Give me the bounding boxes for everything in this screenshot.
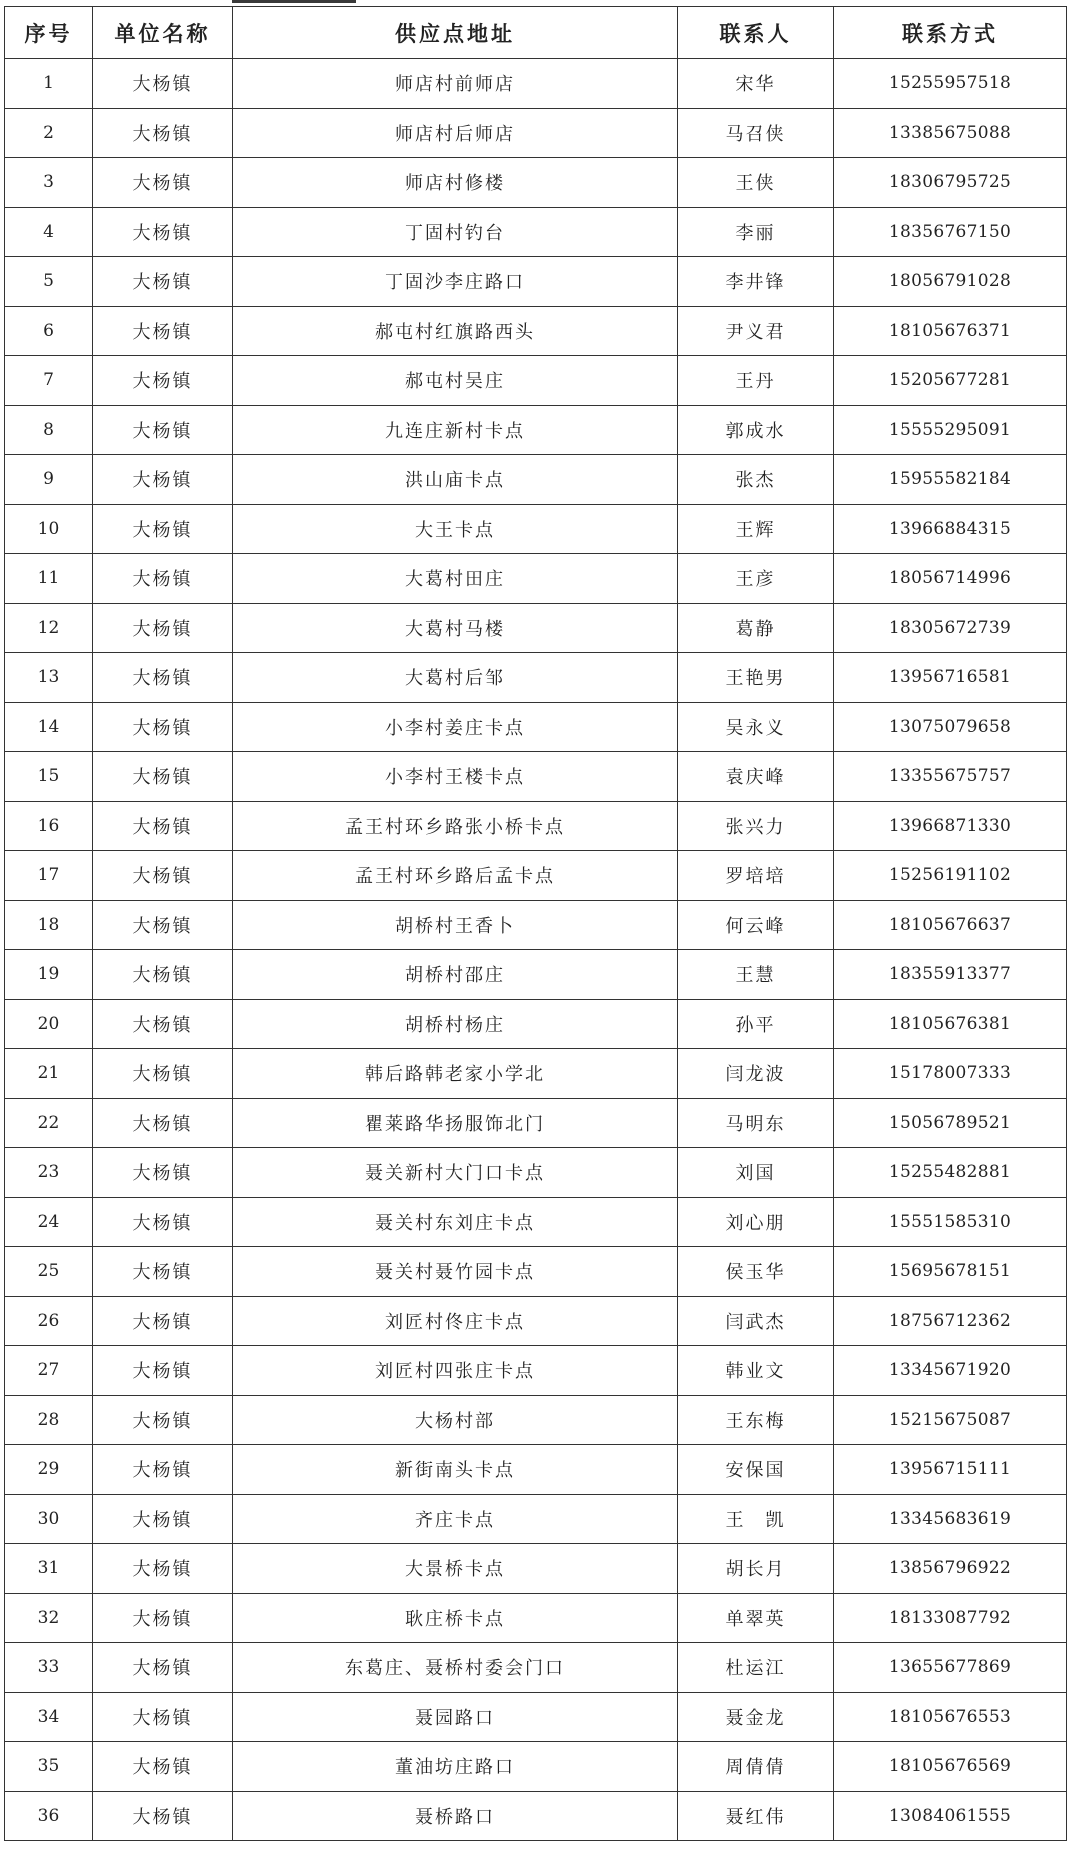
cell-serial-number: 12 [5, 603, 93, 653]
cell-unit-name: 大杨镇 [93, 900, 233, 950]
cell-contact-phone: 13084061555 [834, 1791, 1067, 1841]
cell-supply-address: 瞿莱路华扬服饰北门 [233, 1098, 678, 1148]
cell-supply-address: 大景桥卡点 [233, 1544, 678, 1594]
cell-serial-number: 25 [5, 1247, 93, 1297]
cell-serial-number: 5 [5, 257, 93, 307]
cell-contact-person: 韩业文 [678, 1346, 834, 1396]
table-row [5, 801, 1067, 851]
cell-unit-name: 大杨镇 [93, 306, 233, 356]
cell-contact-phone: 13966884315 [834, 504, 1067, 554]
cell-unit-name: 大杨镇 [93, 1395, 233, 1445]
cell-unit-name: 大杨镇 [93, 59, 233, 109]
cell-supply-address: 聂桥路口 [233, 1791, 678, 1841]
table-row [5, 1049, 1067, 1099]
cell-supply-address: 刘匠村四张庄卡点 [233, 1346, 678, 1396]
cell-serial-number: 31 [5, 1544, 93, 1594]
table-row [5, 1247, 1067, 1297]
cell-unit-name: 大杨镇 [93, 158, 233, 208]
cell-contact-phone: 18133087792 [834, 1593, 1067, 1643]
cell-contact-phone: 15205677281 [834, 356, 1067, 406]
cell-unit-name: 大杨镇 [93, 108, 233, 158]
cell-contact-phone: 13075079658 [834, 702, 1067, 752]
cell-contact-person: 王彦 [678, 554, 834, 604]
table-row [5, 158, 1067, 208]
cell-contact-person: 马明东 [678, 1098, 834, 1148]
cell-contact-phone: 18105676553 [834, 1692, 1067, 1742]
cell-contact-phone: 13956716581 [834, 653, 1067, 703]
cell-supply-address: 聂关村东刘庄卡点 [233, 1197, 678, 1247]
cell-supply-address: 小李村姜庄卡点 [233, 702, 678, 752]
cell-serial-number: 13 [5, 653, 93, 703]
cell-serial-number: 33 [5, 1643, 93, 1693]
cell-supply-address: 丁固村钓台 [233, 207, 678, 257]
cell-supply-address: 耿庄桥卡点 [233, 1593, 678, 1643]
table-body [5, 59, 1067, 1841]
cell-unit-name: 大杨镇 [93, 356, 233, 406]
cell-contact-person: 胡长月 [678, 1544, 834, 1594]
cell-serial-number: 22 [5, 1098, 93, 1148]
cell-serial-number: 11 [5, 554, 93, 604]
cell-contact-phone: 13655677869 [834, 1643, 1067, 1693]
table-row [5, 108, 1067, 158]
supply-point-table [4, 6, 1067, 1841]
cell-contact-phone: 13345683619 [834, 1494, 1067, 1544]
cell-unit-name: 大杨镇 [93, 257, 233, 307]
table-row [5, 1494, 1067, 1544]
cell-contact-phone: 13385675088 [834, 108, 1067, 158]
cell-supply-address: 齐庄卡点 [233, 1494, 678, 1544]
cell-contact-phone: 18756712362 [834, 1296, 1067, 1346]
cell-contact-person: 单翠英 [678, 1593, 834, 1643]
cell-supply-address: 孟王村环乡路张小桥卡点 [233, 801, 678, 851]
table-row [5, 900, 1067, 950]
cell-supply-address: 师店村修楼 [233, 158, 678, 208]
cell-serial-number: 10 [5, 504, 93, 554]
cell-supply-address: 大葛村田庄 [233, 554, 678, 604]
cell-serial-number: 28 [5, 1395, 93, 1445]
cell-contact-phone: 13856796922 [834, 1544, 1067, 1594]
cell-supply-address: 孟王村环乡路后孟卡点 [233, 851, 678, 901]
cell-serial-number: 7 [5, 356, 93, 406]
cell-contact-person: 张兴力 [678, 801, 834, 851]
cell-serial-number: 23 [5, 1148, 93, 1198]
cell-contact-person: 吴永义 [678, 702, 834, 752]
cell-serial-number: 34 [5, 1692, 93, 1742]
header-contact-person: 联系人 [678, 7, 834, 59]
cell-unit-name: 大杨镇 [93, 603, 233, 653]
cell-unit-name: 大杨镇 [93, 1692, 233, 1742]
table-row [5, 950, 1067, 1000]
table-row [5, 455, 1067, 505]
cell-serial-number: 21 [5, 1049, 93, 1099]
cell-contact-person: 周倩倩 [678, 1742, 834, 1792]
cell-serial-number: 20 [5, 999, 93, 1049]
cell-supply-address: 大杨村部 [233, 1395, 678, 1445]
cell-contact-person: 杜运江 [678, 1643, 834, 1693]
cell-supply-address: 聂关村聂竹园卡点 [233, 1247, 678, 1297]
top-rule-mark [232, 0, 356, 3]
cell-contact-phone: 15955582184 [834, 455, 1067, 505]
cell-contact-person: 马召侠 [678, 108, 834, 158]
cell-serial-number: 17 [5, 851, 93, 901]
cell-supply-address: 大葛村后邹 [233, 653, 678, 703]
cell-unit-name: 大杨镇 [93, 1098, 233, 1148]
cell-contact-phone: 15551585310 [834, 1197, 1067, 1247]
cell-serial-number: 19 [5, 950, 93, 1000]
cell-contact-phone: 13345671920 [834, 1346, 1067, 1396]
table-row [5, 1692, 1067, 1742]
cell-contact-phone: 18105676637 [834, 900, 1067, 950]
cell-unit-name: 大杨镇 [93, 851, 233, 901]
cell-unit-name: 大杨镇 [93, 702, 233, 752]
cell-contact-phone: 15255957518 [834, 59, 1067, 109]
cell-contact-person: 王 凯 [678, 1494, 834, 1544]
cell-supply-address: 师店村前师店 [233, 59, 678, 109]
cell-unit-name: 大杨镇 [93, 1494, 233, 1544]
cell-serial-number: 29 [5, 1445, 93, 1495]
table-row [5, 702, 1067, 752]
cell-contact-phone: 18105676381 [834, 999, 1067, 1049]
table-row [5, 1791, 1067, 1841]
table-row [5, 1395, 1067, 1445]
cell-contact-phone: 15056789521 [834, 1098, 1067, 1148]
cell-contact-person: 王艳男 [678, 653, 834, 703]
cell-unit-name: 大杨镇 [93, 455, 233, 505]
table-header [5, 7, 1067, 59]
cell-contact-phone: 13956715111 [834, 1445, 1067, 1495]
table-row [5, 999, 1067, 1049]
table-row [5, 1098, 1067, 1148]
table-row [5, 1544, 1067, 1594]
table-row [5, 405, 1067, 455]
cell-supply-address: 大王卡点 [233, 504, 678, 554]
cell-serial-number: 18 [5, 900, 93, 950]
cell-contact-person: 王东梅 [678, 1395, 834, 1445]
cell-contact-phone: 18305672739 [834, 603, 1067, 653]
cell-contact-person: 郭成水 [678, 405, 834, 455]
cell-supply-address: 聂园路口 [233, 1692, 678, 1742]
table-row [5, 1148, 1067, 1198]
cell-unit-name: 大杨镇 [93, 1643, 233, 1693]
cell-unit-name: 大杨镇 [93, 1742, 233, 1792]
header-supply-address: 供应点地址 [233, 7, 678, 59]
cell-contact-phone: 13966871330 [834, 801, 1067, 851]
cell-serial-number: 35 [5, 1742, 93, 1792]
cell-serial-number: 6 [5, 306, 93, 356]
cell-contact-person: 闫武杰 [678, 1296, 834, 1346]
header-unit-name: 单位名称 [93, 7, 233, 59]
cell-contact-phone: 15256191102 [834, 851, 1067, 901]
cell-contact-phone: 15555295091 [834, 405, 1067, 455]
cell-contact-phone: 18105676371 [834, 306, 1067, 356]
cell-unit-name: 大杨镇 [93, 1445, 233, 1495]
table-row [5, 1593, 1067, 1643]
cell-contact-phone: 18105676569 [834, 1742, 1067, 1792]
cell-serial-number: 30 [5, 1494, 93, 1544]
cell-contact-phone: 18356767150 [834, 207, 1067, 257]
table-row [5, 1445, 1067, 1495]
cell-contact-phone: 18355913377 [834, 950, 1067, 1000]
cell-unit-name: 大杨镇 [93, 950, 233, 1000]
cell-supply-address: 胡桥村王香卜 [233, 900, 678, 950]
cell-serial-number: 26 [5, 1296, 93, 1346]
cell-supply-address: 刘匠村佟庄卡点 [233, 1296, 678, 1346]
cell-unit-name: 大杨镇 [93, 1197, 233, 1247]
table-row [5, 554, 1067, 604]
cell-contact-person: 何云峰 [678, 900, 834, 950]
cell-serial-number: 27 [5, 1346, 93, 1396]
cell-supply-address: 东葛庄、聂桥村委会门口 [233, 1643, 678, 1693]
cell-unit-name: 大杨镇 [93, 999, 233, 1049]
table-row [5, 1197, 1067, 1247]
table-row [5, 207, 1067, 257]
cell-supply-address: 胡桥村邵庄 [233, 950, 678, 1000]
cell-contact-person: 闫龙波 [678, 1049, 834, 1099]
header-contact-phone: 联系方式 [834, 7, 1067, 59]
cell-serial-number: 32 [5, 1593, 93, 1643]
cell-contact-person: 李丽 [678, 207, 834, 257]
cell-supply-address: 小李村王楼卡点 [233, 752, 678, 802]
table-row [5, 1742, 1067, 1792]
table-row [5, 257, 1067, 307]
cell-serial-number: 36 [5, 1791, 93, 1841]
cell-contact-phone: 18306795725 [834, 158, 1067, 208]
cell-supply-address: 洪山庙卡点 [233, 455, 678, 505]
cell-unit-name: 大杨镇 [93, 1346, 233, 1396]
cell-contact-person: 刘国 [678, 1148, 834, 1198]
cell-serial-number: 16 [5, 801, 93, 851]
cell-supply-address: 师店村后师店 [233, 108, 678, 158]
cell-supply-address: 郝屯村吴庄 [233, 356, 678, 406]
supply-point-table-container [0, 6, 1080, 1841]
cell-contact-person: 王侠 [678, 158, 834, 208]
table-row [5, 59, 1067, 109]
cell-serial-number: 3 [5, 158, 93, 208]
cell-supply-address: 韩后路韩老家小学北 [233, 1049, 678, 1099]
cell-supply-address: 董油坊庄路口 [233, 1742, 678, 1792]
cell-unit-name: 大杨镇 [93, 1247, 233, 1297]
cell-unit-name: 大杨镇 [93, 1593, 233, 1643]
cell-contact-phone: 15695678151 [834, 1247, 1067, 1297]
cell-unit-name: 大杨镇 [93, 1296, 233, 1346]
table-row [5, 356, 1067, 406]
cell-serial-number: 8 [5, 405, 93, 455]
cell-contact-phone: 15255482881 [834, 1148, 1067, 1198]
table-row [5, 653, 1067, 703]
cell-unit-name: 大杨镇 [93, 405, 233, 455]
cell-contact-person: 刘心朋 [678, 1197, 834, 1247]
cell-supply-address: 丁固沙李庄路口 [233, 257, 678, 307]
cell-supply-address: 新街南头卡点 [233, 1445, 678, 1495]
cell-contact-person: 王慧 [678, 950, 834, 1000]
cell-contact-person: 宋华 [678, 59, 834, 109]
cell-unit-name: 大杨镇 [93, 653, 233, 703]
cell-supply-address: 九连庄新村卡点 [233, 405, 678, 455]
cell-contact-person: 王辉 [678, 504, 834, 554]
cell-contact-phone: 15178007333 [834, 1049, 1067, 1099]
table-row [5, 752, 1067, 802]
cell-contact-person: 聂金龙 [678, 1692, 834, 1742]
cell-serial-number: 24 [5, 1197, 93, 1247]
header-serial-number: 序号 [5, 7, 93, 59]
table-row [5, 1296, 1067, 1346]
cell-serial-number: 15 [5, 752, 93, 802]
cell-contact-person: 尹义君 [678, 306, 834, 356]
cell-supply-address: 郝屯村红旗路西头 [233, 306, 678, 356]
cell-contact-person: 聂红伟 [678, 1791, 834, 1841]
cell-unit-name: 大杨镇 [93, 207, 233, 257]
cell-serial-number: 1 [5, 59, 93, 109]
cell-serial-number: 4 [5, 207, 93, 257]
table-row [5, 603, 1067, 653]
cell-contact-person: 张杰 [678, 455, 834, 505]
cell-serial-number: 14 [5, 702, 93, 752]
cell-contact-phone: 18056791028 [834, 257, 1067, 307]
cell-contact-phone: 13355675757 [834, 752, 1067, 802]
cell-contact-person: 罗培培 [678, 851, 834, 901]
table-row [5, 851, 1067, 901]
table-row [5, 1346, 1067, 1396]
cell-unit-name: 大杨镇 [93, 752, 233, 802]
header-row [5, 7, 1067, 59]
cell-unit-name: 大杨镇 [93, 1148, 233, 1198]
table-row [5, 504, 1067, 554]
cell-supply-address: 大葛村马楼 [233, 603, 678, 653]
cell-contact-phone: 18056714996 [834, 554, 1067, 604]
cell-unit-name: 大杨镇 [93, 1049, 233, 1099]
cell-contact-person: 葛静 [678, 603, 834, 653]
cell-contact-person: 孙平 [678, 999, 834, 1049]
cell-unit-name: 大杨镇 [93, 1791, 233, 1841]
cell-supply-address: 胡桥村杨庄 [233, 999, 678, 1049]
cell-contact-person: 王丹 [678, 356, 834, 406]
cell-unit-name: 大杨镇 [93, 1544, 233, 1594]
cell-unit-name: 大杨镇 [93, 801, 233, 851]
cell-unit-name: 大杨镇 [93, 554, 233, 604]
cell-contact-person: 袁庆峰 [678, 752, 834, 802]
cell-supply-address: 聂关新村大门口卡点 [233, 1148, 678, 1198]
cell-contact-person: 李井锋 [678, 257, 834, 307]
table-row [5, 1643, 1067, 1693]
cell-contact-person: 侯玉华 [678, 1247, 834, 1297]
cell-contact-phone: 15215675087 [834, 1395, 1067, 1445]
cell-unit-name: 大杨镇 [93, 504, 233, 554]
cell-serial-number: 2 [5, 108, 93, 158]
table-row [5, 306, 1067, 356]
cell-serial-number: 9 [5, 455, 93, 505]
cell-contact-person: 安保国 [678, 1445, 834, 1495]
